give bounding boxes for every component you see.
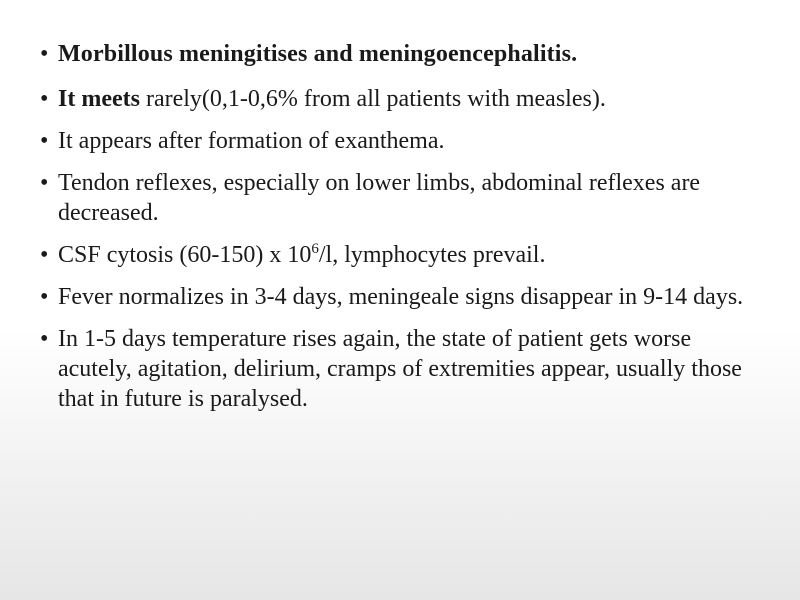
bullet-list xyxy=(40,84,760,426)
bullet-icon: • xyxy=(40,86,49,112)
bullet-icon: • xyxy=(40,242,49,268)
superscript-exponent: 6 xyxy=(311,241,319,257)
bullet-icon: • xyxy=(40,326,49,352)
list-item xyxy=(40,84,760,114)
slide-heading xyxy=(40,38,778,70)
list-item xyxy=(40,168,760,228)
item-text: rarely(0,1-0,6% from all patients with measles). xyxy=(139,86,606,112)
emphasis-text: It meets xyxy=(58,86,140,112)
item-text: CSF cytosis (60-150) x 10 xyxy=(58,242,312,268)
bullet-icon: • xyxy=(40,284,49,310)
item-text: Fever normalizes in 3-4 days, meningeale signs disappear in 9-14 days. xyxy=(58,284,744,310)
list-item xyxy=(40,126,760,156)
item-text: In 1-5 days temperature rises again, the state of patient gets worse acutely, agitation, delirium, cramps of extremities appear, usually those that in future is paralysed. xyxy=(58,326,742,412)
list-item xyxy=(40,240,760,270)
bullet-icon: • xyxy=(40,128,49,154)
bullet-icon: • xyxy=(40,170,49,196)
bullet-icon: • xyxy=(40,41,49,67)
heading-text: Morbillous meningitises and meningoencephalitis. xyxy=(58,41,578,67)
list-item xyxy=(40,282,760,312)
item-text: /l, lymphocytes prevail. xyxy=(318,242,546,268)
item-text: Tendon reflexes, especially on lower limbs, abdominal reflexes are decreased. xyxy=(58,170,701,226)
list-item xyxy=(40,324,760,414)
item-text: It appears after formation of exanthema. xyxy=(58,128,445,154)
